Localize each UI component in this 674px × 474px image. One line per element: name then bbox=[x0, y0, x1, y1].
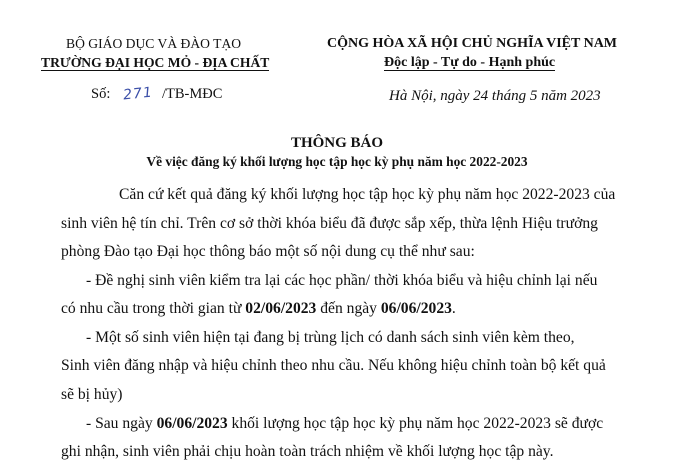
p4-line2: ghi nhận, sinh viên phải chịu hoàn toàn trách nhiệm về khối lượng học tập này. bbox=[61, 443, 554, 460]
p3-line3: sẽ bị hủy) bbox=[61, 386, 123, 403]
p3-line2: Sinh viên đăng nhập và hiệu chỉnh theo nhu cầu. Nếu không hiệu chỉnh toàn bộ kết quả bbox=[61, 357, 606, 374]
p4-text-a: - Sau ngày bbox=[86, 415, 157, 432]
document-number bbox=[91, 86, 222, 103]
p1-line3: phòng Đào tạo Đại học thông báo một số nội dung cụ thể như sau: bbox=[61, 243, 475, 260]
deadline-date: 06/06/2023 bbox=[156, 415, 228, 432]
number-suffix: /TB-MĐC bbox=[161, 86, 223, 102]
motto bbox=[384, 55, 555, 71]
p2-text-a: có nhu cầu trong thời gian từ bbox=[61, 300, 246, 317]
number-label: Số: bbox=[91, 86, 111, 102]
ministry-name: BỘ GIÁO DỤC VÀ ĐÀO TẠO bbox=[66, 36, 242, 51]
notice-title: THÔNG BÁO bbox=[290, 135, 384, 151]
p3-line1: - Một số sinh viên hiện tại đang bị trùng lịch có danh sách sinh viên kèm theo, bbox=[86, 329, 575, 346]
p1-line2: sinh viên hệ tín chỉ. Trên cơ sở thời khóa biểu đã được sắp xếp, thừa lệnh Hiệu trưởng bbox=[61, 215, 598, 232]
p2-line1: - Đề nghị sinh viên kiểm tra lại các học phần/ thời khóa biểu và hiệu chỉnh lại nếu bbox=[86, 272, 598, 289]
p2-text-c: . bbox=[451, 300, 456, 317]
p1-line1: Căn cứ kết quả đăng ký khối lượng học tập học kỳ phụ năm học 2022-2023 của bbox=[119, 186, 616, 203]
place-date: Hà Nội, ngày 24 tháng 5 năm 2023 bbox=[389, 88, 601, 104]
country-name: CỘNG HÒA XÃ HỘI CHỦ NGHĨA VIỆT NAM bbox=[327, 36, 618, 51]
p2-line2 bbox=[61, 294, 456, 323]
p4-text-b: khối lượng học tập học kỳ phụ năm học 2022-2023 sẽ được bbox=[227, 415, 604, 432]
notice-subtitle: Về việc đăng ký khối lượng học tập học kỳ phụ năm học 2022-2023 bbox=[146, 154, 528, 169]
handwritten-number: 271 bbox=[122, 84, 154, 104]
p2-text-b: đến ngày bbox=[316, 300, 381, 317]
date-to: 06/06/2023 bbox=[380, 300, 452, 317]
motto-text: Độc lập - Tự do - Hạnh phúc bbox=[384, 55, 556, 70]
date-from: 02/06/2023 bbox=[245, 300, 317, 317]
university-name bbox=[41, 55, 269, 71]
p4-line1 bbox=[86, 409, 603, 438]
university-name-text: TRƯỜNG ĐẠI HỌC MỎ - ĐỊA CHẤT bbox=[41, 55, 270, 70]
